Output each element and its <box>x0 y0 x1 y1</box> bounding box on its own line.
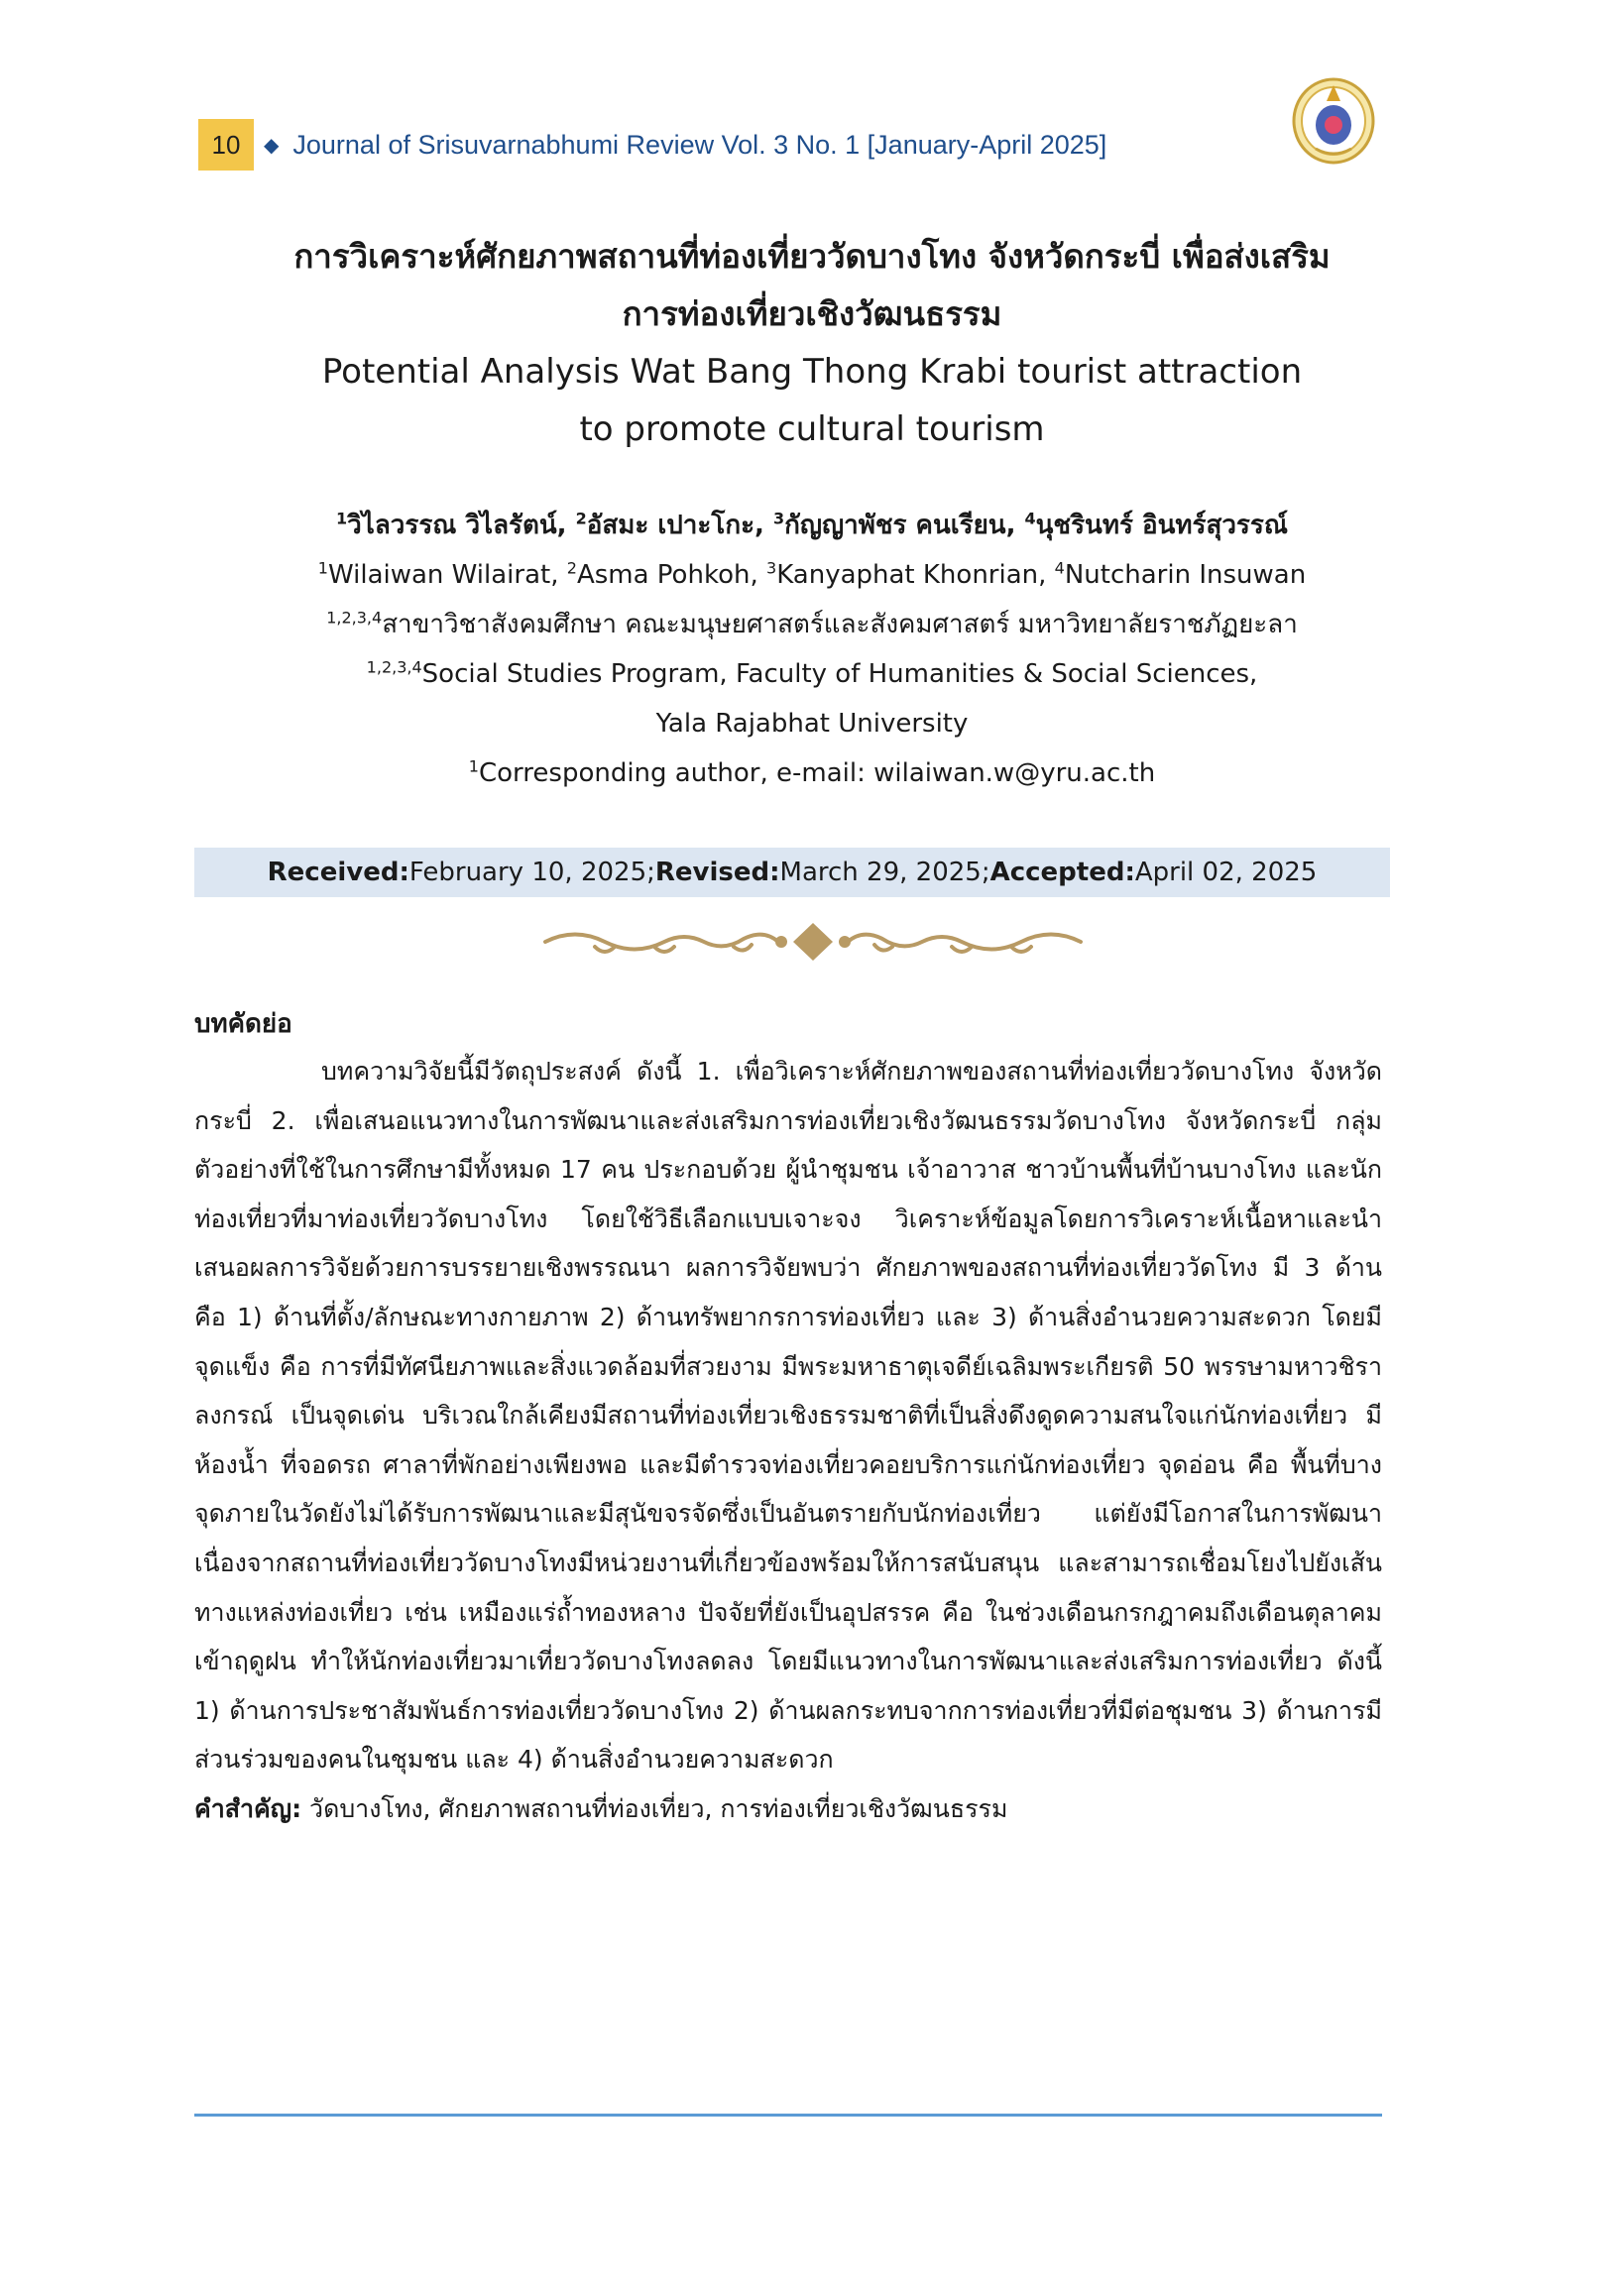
title-thai-line-2: การท่องเที่ยวเชิงวัฒนธรรม <box>622 294 1002 333</box>
abstract-heading: บทคัดย่อ <box>194 1009 292 1039</box>
diamond-bullet-icon: ◆ <box>264 133 280 157</box>
journal-title: Journal of Srisuvarnabhumi Review Vol. 3 No. 1 [January-April 2025] <box>292 129 1107 160</box>
author-sup: 1 <box>336 509 348 528</box>
author-sup: 4 <box>1024 509 1036 528</box>
corresponding-author <box>149 748 1475 798</box>
accepted-label: Accepted: <box>989 858 1135 887</box>
affiliation-sup: 1,2,3,4 <box>326 608 383 628</box>
author-name: นุชรินทร์ อินทร์สุวรรณ์ <box>1035 511 1288 540</box>
authors-english <box>149 550 1475 600</box>
author-name: วิไลวรรณ วิไลรัตน์, <box>347 511 576 540</box>
corresponding-text: Corresponding author, e-mail: wilaiwan.w@yru.ac.th <box>478 758 1156 788</box>
author-name: Asma Pohkoh, <box>576 560 766 590</box>
author-sup: 3 <box>766 558 777 578</box>
affiliation-text: สาขาวิชาสังคมศึกษา คณะมนุษยศาสตร์และสังคมศาสตร์ มหาวิทยาลัยราชภัฏยะลา <box>382 610 1298 639</box>
affiliation-english-line-1 <box>149 649 1475 699</box>
title-block <box>149 228 1475 458</box>
author-sup: 3 <box>772 509 785 528</box>
author-name: Wilaiwan Wilairat, <box>327 560 567 590</box>
keywords-text: วัดบางโทง, ศักยภาพสถานที่ท่องเที่ยว, การท่องเที่ยวเชิงวัฒนธรรม <box>301 1793 1008 1823</box>
title-english-line-1: Potential Analysis Wat Bang Thong Krabi tourist attraction <box>321 352 1303 392</box>
page-number: 10 <box>198 119 254 171</box>
abstract-section <box>194 1001 1382 1834</box>
author-sup: 4 <box>1054 558 1065 578</box>
abstract-body: บทความวิจัยนี้มีวัตถุประสงค์ ดังนี้ 1. เพื่อวิเคราะห์ศักยภาพของสถานที่ท่องเที่ยววัดบางโทง จังหวัดกระบี่ 2. เพื่อเสนอแนวทางในการพัฒนาและส่งเสริมการท่องเที่ยวเชิงวัฒนธรรมวัดบางโทง จังหวัดกระบี่ กลุ่มตัวอย่างที่ใช้ในการศึกษามีทั้งหมด 17 คน ประกอบด้วย ผู้นำชุมชน เจ้าอาวาส ชาวบ้านพื้นที่บ้านบางโทง และนักท่องเที่ยวที่มาท่องเที่ยววัดบางโทง โดยใช้วิธีเลือกแบบเจาะจง วิเคราะห์ข้อมูลโดยการวิเคราะห์เนื้อหาและนำเสนอผลการวิจัยด้วยการบรรยายเชิงพรรณนา ผลการวิจัยพบว่า ศักยภาพของสถานที่ท่องเที่ยววัดโทง มี 3 ด้าน คือ 1) ด้านที่ตั้ง/ลักษณะทางกายภาพ 2) ด้านทรัพยากรการท่องเที่ยว และ 3) ด้านสิ่งอำนวยความสะดวก โดยมีจุดแข็ง คือ การที่มีทัศนียภาพและสิ่งแวดล้อมที่สวยงาม มีพระมหาธาตุเจดีย์เฉลิมพระเกียรติ 50 พรรษามหาวชิราลงกรณ์ เป็นจุดเด่น บริเวณใกล้เคียงมีสถานที่ท่องเที่ยวเชิงธรรมชาติที่เป็นสิ่งดึงดูดความสนใจแก่นักท่องเที่ยว มีห้องน้ำ ที่จอดรถ ศาลาที่พักอย่างเพียงพอ และมีตำรวจท่องเที่ยวคอยบริการแก่นักท่องเที่ยว จุดอ่อน คือ พื้นที่บางจุดภายในวัดยังไม่ได้รับการพัฒนาและมีสุนัขจรจัดซึ่งเป็นอันตรายกับนักท่องเที่ยว แต่ยังมีโอกาสในการพัฒนาเนื่องจากสถานที่ท่องเที่ยววัดบางโทงมีหน่วยงานที่เกี่ยวข้องพร้อมให้การสนับสนุน และสามารถเชื่อมโยงไปยังเส้นทางแหล่งท่องเที่ยว เช่น เหมืองแร่ถ้ำทองหลาง ปัจจัยที่ยังเป็นอุปสรรค คือ ในช่วงเดือนกรกฎาคมถึงเดือนตุลาคมเข้าฤดูฝน ทำให้นักท่องเที่ยวมาเที่ยววัดบางโทงลดลง โดยมีแนวทางในการพัฒนาและส่งเสริมการท่องเที่ยว ดังนี้ 1) ด้านการประชาสัมพันธ์การท่องเที่ยววัดบางโทง 2) ด้านผลกระทบจากการท่องเที่ยวที่มีต่อชุมชน 3) ด้านการมีส่วนร่วมของคนในชุมชน และ 4) ด้านสิ่งอำนวยความสะดวก <box>194 1057 1382 1775</box>
author-name: กัญญาพัชร คนเรียน, <box>784 511 1025 540</box>
author-sup: 1 <box>317 558 328 578</box>
authors-thai <box>149 501 1475 550</box>
affiliation-english-line-2: Yala Rajabhat University <box>655 709 969 739</box>
accepted-date: April 02, 2025 <box>1134 858 1318 887</box>
author-name: Kanyaphat Khonrian, <box>776 560 1055 590</box>
keywords-label: คำสำคัญ: <box>194 1793 302 1823</box>
title-thai-line-1: การวิเคราะห์ศักยภาพสถานที่ท่องเที่ยววัดบางโทง จังหวัดกระบี่ เพื่อส่งเสริม <box>293 237 1331 276</box>
university-seal-logo-icon <box>1291 71 1376 167</box>
running-header <box>198 119 1106 171</box>
author-name: อัสมะ เปาะโกะ, <box>586 511 773 540</box>
affiliation-thai <box>149 600 1475 649</box>
author-name: Nutcharin Insuwan <box>1064 560 1307 590</box>
author-sup: 2 <box>575 509 587 528</box>
received-date: February 10, 2025; <box>408 858 655 887</box>
corresponding-sup: 1 <box>468 756 479 776</box>
revised-label: Revised: <box>654 858 780 887</box>
affiliation-sup: 1,2,3,4 <box>366 657 422 677</box>
footer-rule <box>194 2114 1382 2117</box>
title-english-line-2: to promote cultural tourism <box>579 409 1045 449</box>
revised-date: March 29, 2025; <box>779 858 990 887</box>
received-label: Received: <box>267 858 409 887</box>
decorative-flourish-divider-icon <box>535 917 1091 967</box>
affiliation-text: Social Studies Program, Faculty of Humanities & Social Sciences, <box>421 659 1258 689</box>
submission-dates-bar <box>194 848 1390 897</box>
keywords-line <box>194 1784 1382 1834</box>
author-sup: 2 <box>566 558 577 578</box>
author-block <box>149 501 1475 798</box>
